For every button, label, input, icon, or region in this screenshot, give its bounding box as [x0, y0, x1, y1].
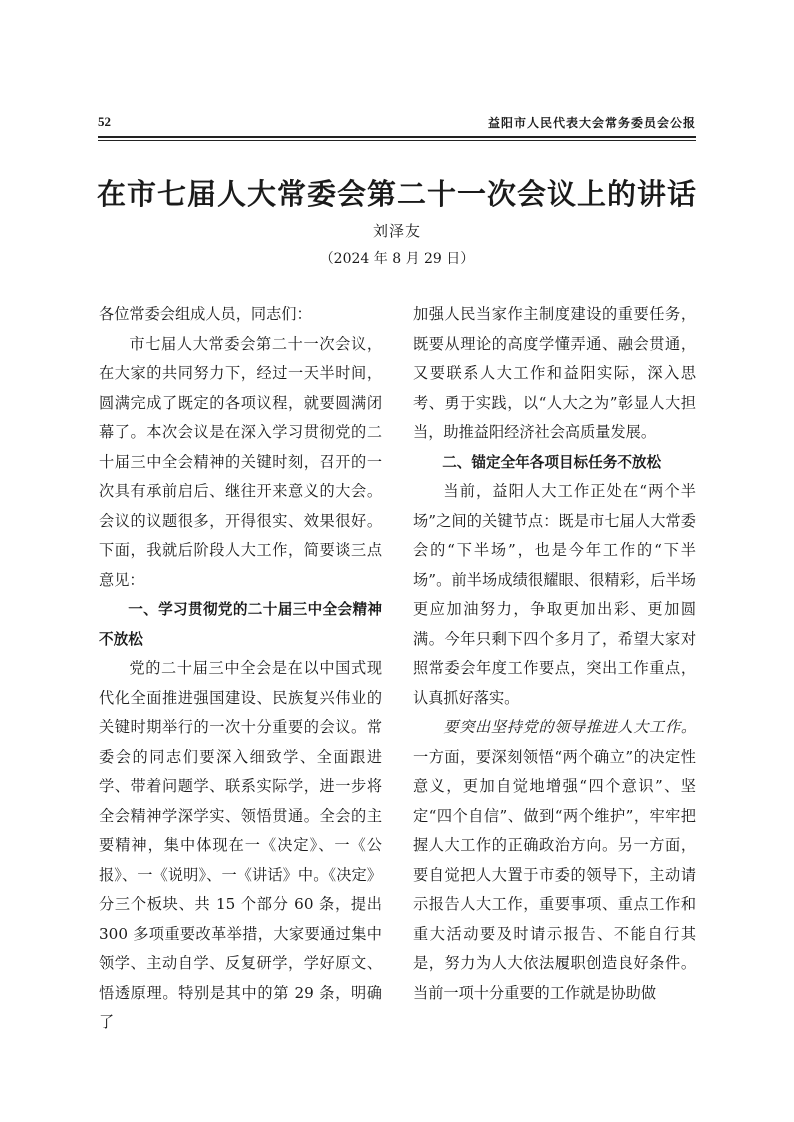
- section-heading-1: 一、学习贯彻党的二十届三中全会精神不放松: [99, 601, 382, 648]
- article-date: （2024 年 8 月 29 日）: [319, 251, 475, 267]
- right-column: [413, 300, 696, 1008]
- paragraph-two-halves: 当前，益阳人大工作正处在“两个半场”之间的关键节点：既是市七届人大常委会的“下半场”，也是今年工作的“下半场”。前半场成绩很耀眼、很精彩，后半场更应加油努力，争取更加出彩、更加圆满。今年只剩下四个多月了，希望大家对照常委会年度工作要点，突出工作重点，认真抓好落实。: [413, 482, 696, 707]
- page-number: 52: [98, 114, 111, 129]
- paragraph-plenum: 党的二十届三中全会是在以中国式现代化全面推进强国建设、民族复兴伟业的关键时期举行的一次十分重要的会议。常委会的同志们要深入细致学、全面跟进学、带着问题学、联系实际学，进一步将全会精神学深学实、领悟贯通。全会的主要精神，集中体现在一《决定》、一《公报》、一《说明》、一《讲话》中。《决定》分三个板块、共 15 个部分 60 条，提出 300 多项重要改革举措，大家要通过集中领学、主动自学、反复研学，学好原文、悟透原理。特别是其中的第 29 条，明确了: [99, 659, 382, 1031]
- header-rule-thin: [98, 140, 696, 141]
- header-rule-thick: [98, 136, 696, 138]
- section-heading-2: 二、锚定全年各项目标任务不放松: [442, 453, 662, 471]
- article-author: 刘泽友: [372, 222, 421, 240]
- paragraph-party-leadership: [413, 713, 696, 1008]
- journal-title: 益阳市人民代表大会常务委员会公报: [487, 116, 696, 130]
- article-title: 在市七届人大常委会第二十一次会议上的讲话: [96, 177, 697, 211]
- running-header: [98, 114, 696, 134]
- paragraph-intro: 市七届人大常委会第二十一次会议，在大家的共同努力下，经过一天半时间，圆满完成了既定的各项议程，就要圆满闭幕了。本次会议是在深入学习贯彻党的二十届三中全会精神的关键时刻，召开的一次具有承前启后、继往开来意义的大会。会议的议题很多，开得很实、效果很好。下面，我就后阶段人大工作，简要谈三点意见：: [99, 334, 382, 589]
- paragraph-people-master: 加强人民当家作主制度建设的重要任务，既要从理论的高度学懂弄通、融会贯通，又要联系人大工作和益阳实际，深入思考、勇于实践，以“人大之为”彰显人大担当，助推益阳经济社会高质量发展。: [413, 305, 696, 441]
- salutation: 各位常委会组成人员，同志们：: [99, 305, 312, 323]
- left-column: [99, 300, 382, 1038]
- paragraph-lead-phrase: 要突出坚持党的领导推进人大工作。: [443, 718, 696, 736]
- paragraph-party-leadership-text: 一方面，要深刻领悟“两个确立”的决定性意义，更加自觉地增强“四个意识”、坚定“四个自信”、做到“两个维护”，牢牢把握人大工作的正确政治方向。另一方面，要自觉把人大置于市委的领导下，主动请示报告人大工作，重要事项、重点工作和重大活动要及时请示报告、不能自行其是，努力为人大依法履职创造良好条件。当前一项十分重要的工作就是协助做: [413, 747, 696, 1002]
